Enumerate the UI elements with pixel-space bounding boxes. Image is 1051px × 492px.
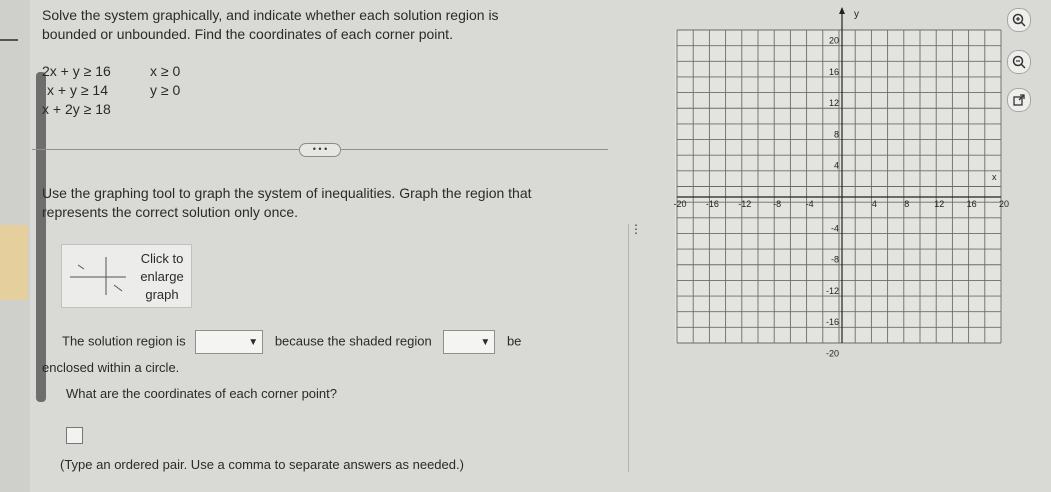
y-tick-label: 20	[828, 35, 839, 46]
sentence-part-1: The solution region is	[62, 333, 186, 349]
y-axis-label: y	[854, 9, 859, 20]
left-panel-edge	[0, 0, 30, 492]
problem-statement	[42, 6, 562, 44]
sentence-part-2: because the shaded region	[274, 333, 432, 349]
problem-line-1: Solve the system graphically, and indicate whether each solution region is	[42, 7, 499, 23]
panel-resize-handle-icon[interactable]: ⋮	[630, 222, 642, 236]
zoom-out-icon[interactable]	[1007, 50, 1031, 74]
inequality-4: y ≥ 0	[150, 82, 181, 98]
x-tick-label: 8	[904, 199, 910, 209]
corner-points-input[interactable]	[66, 427, 83, 444]
answer-hint: (Type an ordered pair. Use a comma to separate answers as needed.)	[60, 457, 464, 472]
collapse-handle[interactable]	[0, 39, 18, 41]
instruction-line-2: represents the correct solution only once.	[42, 204, 299, 220]
sentence-part-3: be	[506, 333, 522, 349]
enlarge-label-2: enlarge	[140, 269, 184, 284]
x-tick-label: -8	[773, 199, 782, 209]
x-tick-label: -12	[738, 199, 752, 209]
x-tick-label: 16	[966, 199, 977, 209]
sentence-part-4: enclosed within a circle.	[42, 360, 180, 375]
y-tick-label: 8	[833, 129, 839, 140]
x-axis-label: x	[992, 172, 997, 182]
inequality-5: x + 2y ≥ 18	[42, 101, 111, 117]
y-tick-label: -8	[830, 254, 839, 265]
inequality-3: x + y ≥ 14	[47, 82, 108, 98]
region-type-dropdown[interactable]	[195, 330, 263, 354]
x-tick-label: -20	[673, 199, 687, 209]
enlarge-label-1: Click to	[140, 251, 184, 266]
external-link-icon[interactable]	[1007, 88, 1031, 112]
y-tick-label: -20	[825, 348, 839, 359]
zoom-in-icon[interactable]	[1007, 8, 1031, 32]
x-tick-label: -4	[805, 199, 814, 209]
scrollbar[interactable]	[36, 72, 46, 402]
y-tick-label: -4	[830, 223, 839, 234]
y-axis-arrow-icon	[839, 7, 845, 14]
grid-lines	[677, 30, 1001, 343]
dropdown-arrow-icon: ▼	[480, 337, 491, 348]
dropdown-arrow-icon: ▼	[248, 337, 259, 348]
enlarge-graph-button[interactable]	[61, 244, 192, 308]
y-tick-label: -12	[825, 285, 839, 296]
inequality-1: 2x + y ≥ 16	[42, 63, 111, 79]
coordinate-graph[interactable]	[675, 0, 1010, 360]
instruction-line-1: Use the graphing tool to graph the system of inequalities. Graph the region that	[42, 185, 532, 201]
x-tick-label: -16	[705, 199, 719, 209]
enlarge-label-3: graph	[145, 287, 179, 302]
problem-line-2: bounded or unbounded. Find the coordinates of each corner point.	[42, 26, 453, 42]
enlarge-label	[132, 250, 192, 304]
y-tick-label: 16	[828, 66, 839, 77]
x-tick-label: 20	[998, 199, 1010, 209]
panel-separator[interactable]	[628, 224, 629, 472]
x-tick-label: 4	[871, 199, 877, 209]
y-tick-label: 12	[828, 98, 839, 109]
active-question-marker	[0, 225, 28, 300]
expand-divider-button[interactable]: • • •	[299, 143, 341, 157]
solution-sentence	[62, 330, 521, 354]
y-tick-label: -16	[825, 317, 839, 328]
y-tick-label: 4	[833, 160, 839, 171]
instruction-text	[42, 184, 602, 222]
inequality-2: x ≥ 0	[150, 63, 181, 79]
x-tick-label: 12	[934, 199, 945, 209]
corner-points-question: What are the coordinates of each corner point?	[66, 386, 337, 401]
can-cannot-dropdown[interactable]	[443, 330, 495, 354]
graph-thumbnail-icon	[70, 255, 126, 295]
